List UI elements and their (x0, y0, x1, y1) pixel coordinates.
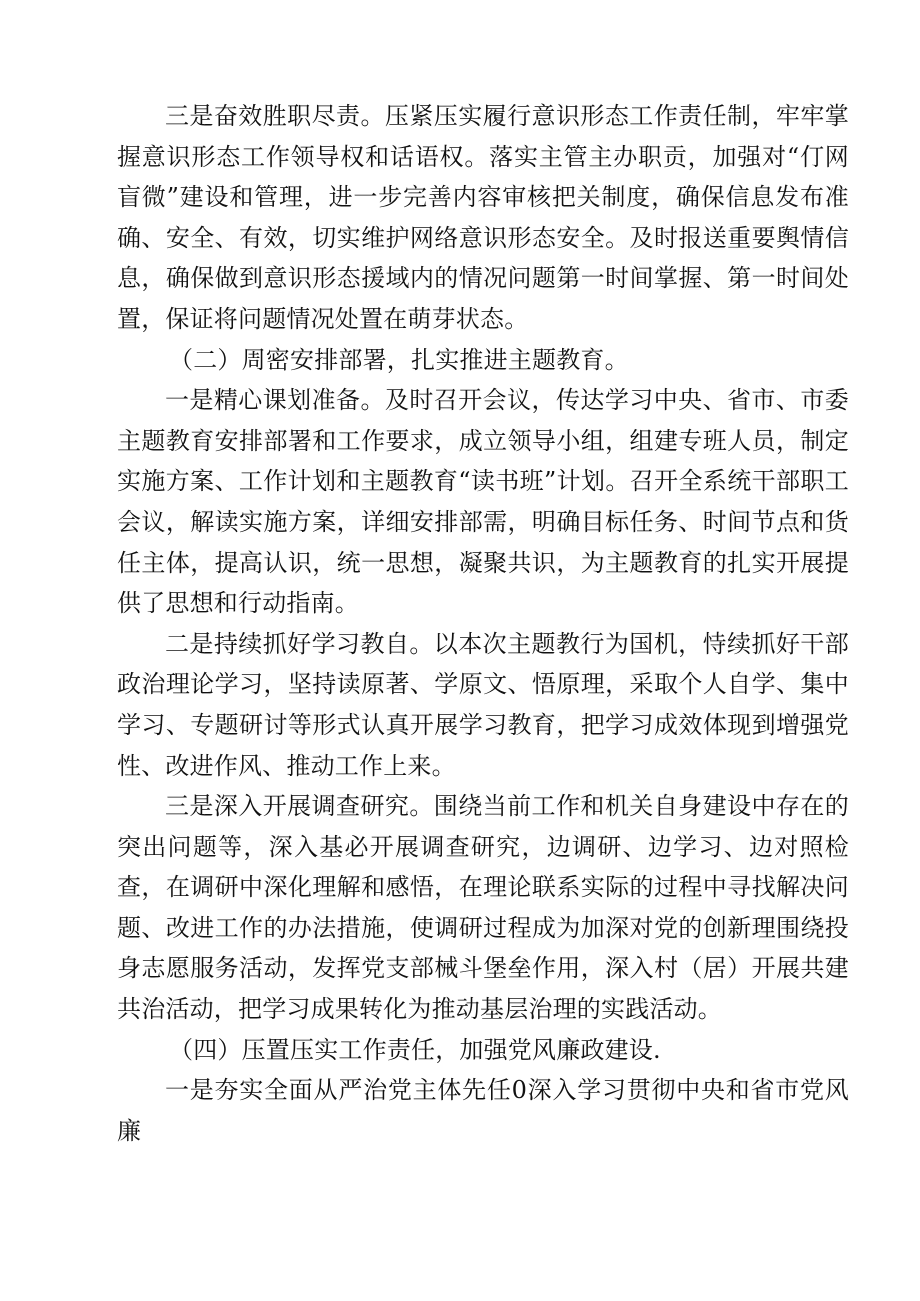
section-heading-integrity-building: （四）压置压实工作责任，加强党风廉政建设. (169, 1035, 661, 1064)
section-heading-theme-education: （二）周密安排部署，扎实推进主题教育。 (169, 345, 629, 374)
paragraph-duty-responsibility: 三是奋效胜职尽责。压紧压实履行意识形态工作责任制，牢牢掌握意识形态工作领导权和话语权。落实主管主办职贡，加强对“仃网盲微”建设和管理，进一步完善内容审核把关制度，确保信息发布准确、安全、有效，切实维护网络意识形态安全。及时报送重要舆情信息，确保做到意识形态援域内的情况问题第一时间掌握、第一时间处置，保证将问题情况处置在萌芽状态。 (117, 102, 849, 333)
paragraph-research-investigation: 三是深入开展调查研究。围绕当前工作和机关自身建设中存在的突出问题等，深入基必开展调查研究，边调研、边学习、边对照检查，在调研中深化理解和感悟，在理论联系实际的过程中寻找解决问题、改进工作的办法措施，使调研过程成为加深对党的创新理围绕投身志愿服务活动，发挥党支部械斗堡垒作用，深入村（居）开展共建共治活动，把学习成果转化为推动基层治理的实践活动。 (117, 792, 849, 1024)
paragraph-planning-preparation: 一是精心课划准备。及时召开会议，传达学习中央、省市、市委主题教育安排部署和工作要求，成立领导小组，组建专班人员，制定实施方案、工作计划和主题教育“读书班”计划。召开全系统干部职工会议，解读实施方案，详细安排部需，明确目标任务、时间节点和货任主体，提高认识，统一思想，凝聚共识，为主题教育的扎实开展提供了思想和行动指南。 (117, 386, 849, 618)
paragraph-continuous-learning: 二是持续抓好学习教自。以本次主题教行为国机，恃续抓好干部政治理论学习，坚持读原著、学原文、悟原理，采取个人自学、集中学习、专题研讨等形式认真开展学习教育，把学习成效体现到增强党性、改进作风、推动工作上来。 (117, 629, 849, 780)
paragraph-party-governance: 一是夯实全面从严治党主体先任0深入学习贯彻中央和省市党风廉 (117, 1076, 849, 1145)
document-body (117, 96, 849, 1151)
